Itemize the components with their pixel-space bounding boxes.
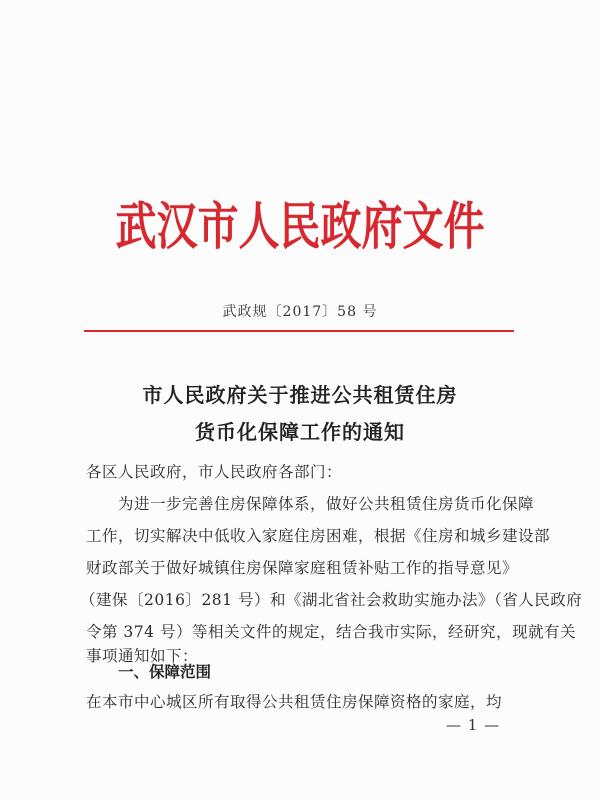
section-first-line: 在本市中心城区所有取得公共租赁住房保障资格的家庭，均 [86, 693, 503, 711]
document-number: 武政规〔2017〕58 号 [222, 304, 378, 320]
salutation: 各区人民政府，市人民政府各部门： [86, 463, 343, 481]
paragraph-line: 为进一步完善住房保障体系，做好公共租赁住房货币化保障 [118, 495, 535, 513]
notice-title-line-1: 市人民政府关于推进公共租赁住房 [142, 383, 458, 407]
paragraph-line: 工作，切实解决中低收入家庭住房困难，根据《住房和城乡建设部 [86, 527, 551, 545]
issuing-authority-header: 武汉市人民政府文件 [115, 196, 485, 257]
paragraph-line: 令第 374 号）等相关文件的规定，结合我市实际，经研究，现就有关 [86, 623, 576, 641]
paragraph-line: （建保〔2016〕281 号）和《湖北省社会救助实施办法》（省人民政府 [80, 591, 583, 609]
page-number: — 1 — [446, 716, 501, 734]
paragraph-line: 财政部关于做好城镇住房保障家庭租赁补贴工作的指导意见》 [86, 559, 519, 577]
paragraph-line: 事项通知如下： [86, 647, 199, 665]
section-heading: 一、保障范围 [118, 663, 212, 681]
red-divider-line [84, 330, 514, 332]
notice-title-line-2: 货币化保障工作的通知 [195, 420, 405, 444]
